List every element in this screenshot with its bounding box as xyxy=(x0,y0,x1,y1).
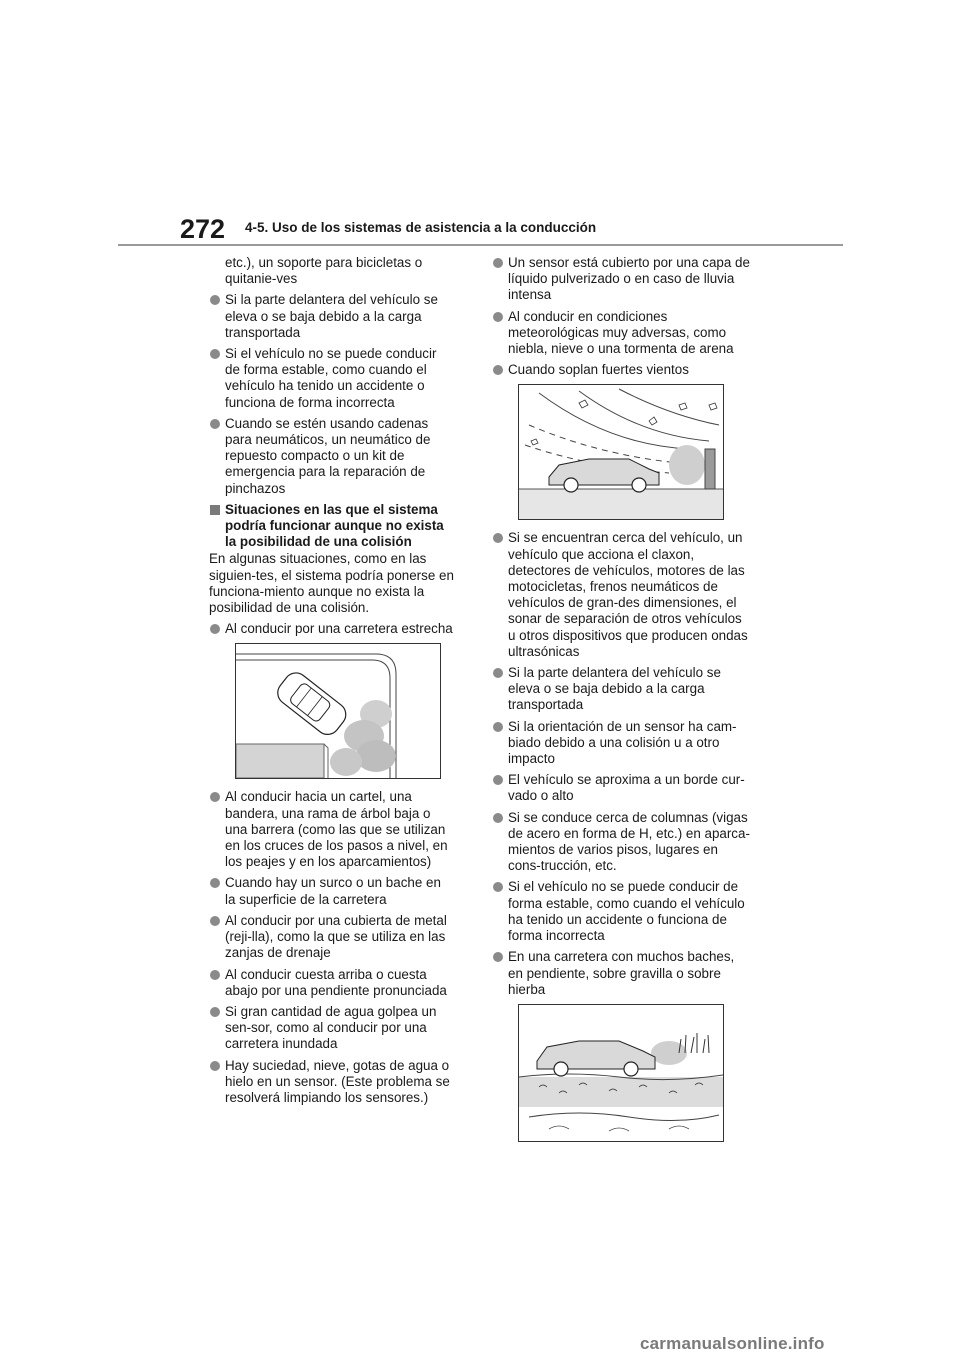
list-item-text: El vehículo se aproxima a un borde cur-vado o alto xyxy=(508,772,745,804)
bullet-icon xyxy=(210,1061,220,1071)
list-item xyxy=(492,309,752,358)
bullet-icon xyxy=(493,668,503,678)
page-number: 272 xyxy=(180,214,226,244)
list-item-text: Si el vehículo no se puede conducir de forma estable, como cuando el vehículo ha tenido un accidente o funciona de forma incorrecta xyxy=(225,346,437,410)
list-item xyxy=(209,346,454,411)
list-item-text: Cuando se estén usando cadenas para neumáticos, un neumático de repuesto compacto o un kit de emergencia para la reparación de pinchazos xyxy=(225,415,431,496)
list-item-text: Hay suciedad, nieve, gotas de agua o hielo en un sensor. (Este problema se resolverá limpiando los sensores.) xyxy=(225,1057,450,1105)
left-column xyxy=(209,255,454,1111)
rough-road-drawing xyxy=(519,1005,723,1141)
bullet-icon xyxy=(210,349,220,359)
list-item-continuation xyxy=(209,255,454,287)
narrow-road-drawing xyxy=(236,644,440,778)
list-item xyxy=(492,810,752,875)
square-bullet-icon xyxy=(210,505,220,515)
list-item-text: Un sensor está cubierto por una capa de líquido pulverizado o en caso de lluvia intensa xyxy=(508,255,750,303)
list-item-text: Si se encuentran cerca del vehículo, un vehículo que acciona el claxon, detectores de vehículos, motores de las motocicletas, frenos neumáticos de vehículos de gran-des dimensiones, el sonar de separación de otros vehículos u otros dispositivos que producen ondas ultrasónicas xyxy=(508,530,748,659)
list-item-text: Cuando hay un surco o un bache en la superficie de la carretera xyxy=(225,875,441,907)
list-item-text: Si el vehículo no se puede conducir de forma estable, como cuando el vehículo ha tenido un accidente o funciona de forma incorrecta xyxy=(508,879,745,944)
list-item-text: En una carretera con muchos baches, en pendiente, sobre gravilla o sobre hierba xyxy=(508,949,735,997)
list-item-text: Si la parte delantera del vehículo se eleva o se baja debido a la carga transportada xyxy=(225,292,438,340)
list-item-text: Al conducir por una cubierta de metal (reji-lla), como la que se utiliza en las zanjas de drenaje xyxy=(225,912,447,961)
bullet-icon xyxy=(210,878,220,888)
list-item-text: Si la parte delantera del vehículo se eleva o se baja debido a la carga transportada xyxy=(508,665,721,713)
list-item-text: Al conducir hacia un cartel, una bandera, una rama de árbol baja o una barrera (como las que se utilizan en los cruces de los pasos a nivel, en los peajes y en los aparcamientos) xyxy=(225,789,448,870)
section-title: 4-5. Uso de los sistemas de asistencia a la conducción xyxy=(245,220,597,235)
header-divider xyxy=(118,244,843,246)
bullet-icon xyxy=(210,624,220,634)
subsection-heading xyxy=(209,502,454,551)
bullet-icon xyxy=(210,792,220,802)
list-item xyxy=(209,789,454,870)
rough-road-illustration xyxy=(518,1004,724,1142)
bullet-icon xyxy=(210,1007,220,1017)
list-item-text: etc.), un soporte para bicicletas o quitanie-ves xyxy=(225,255,423,287)
page-header xyxy=(0,0,960,250)
strong-wind-illustration xyxy=(518,384,724,520)
bullet-icon xyxy=(493,258,503,268)
list-item-text: Cuando soplan fuertes vientos xyxy=(508,362,689,378)
bullet-icon xyxy=(210,970,220,980)
list-item-text: Si gran cantidad de agua golpea un sen-sor, como al conducir por una carretera inundada xyxy=(225,1003,437,1052)
bullet-icon xyxy=(210,916,220,926)
list-item xyxy=(492,530,752,660)
list-item xyxy=(209,913,454,962)
list-item xyxy=(492,772,752,804)
list-item-text: Al conducir cuesta arriba o cuesta abajo por una pendiente pronunciada xyxy=(225,966,447,998)
bullet-icon xyxy=(493,312,503,322)
bullet-icon xyxy=(210,419,220,429)
right-column xyxy=(492,255,752,1152)
list-item xyxy=(209,967,454,999)
list-item xyxy=(209,1004,454,1053)
narrow-road-illustration xyxy=(235,643,441,779)
strong-wind-drawing xyxy=(519,385,723,519)
bullet-icon xyxy=(493,722,503,732)
watermark: carmanualsonline.info xyxy=(640,1334,825,1353)
list-item xyxy=(209,621,454,637)
list-item xyxy=(492,255,752,304)
subsection-heading-text: Situaciones en las que el sistema podría funcionar aunque no exista la posibilidad de una colisión xyxy=(225,501,444,550)
list-item xyxy=(492,665,752,714)
list-item xyxy=(209,875,454,907)
list-item xyxy=(209,1058,454,1107)
bullet-icon xyxy=(493,533,503,543)
list-item-text: Al conducir por una carretera estrecha xyxy=(225,621,453,637)
bullet-icon xyxy=(493,952,503,962)
intro-paragraph: En algunas situaciones, como en las siguien-tes, el sistema podría ponerse en funciona-miento aunque no exista la posibilidad de una colisión. xyxy=(209,551,454,616)
list-item xyxy=(492,362,752,378)
list-item xyxy=(492,719,752,768)
list-item-text: Al conducir en condiciones meteorológicas muy adversas, como niebla, nieve o una tormenta de arena xyxy=(508,308,734,357)
list-item-text: Si la orientación de un sensor ha cam-biado debido a una colisión u a otro impacto xyxy=(508,718,737,767)
list-item xyxy=(492,949,752,998)
bullet-icon xyxy=(493,365,503,375)
list-item xyxy=(209,416,454,497)
bullet-icon xyxy=(493,775,503,785)
bullet-icon xyxy=(493,813,503,823)
list-item xyxy=(492,879,752,944)
list-item xyxy=(209,292,454,341)
bullet-icon xyxy=(493,882,503,892)
bullet-icon xyxy=(210,295,220,305)
list-item-text: Si se conduce cerca de columnas (vigas de acero en forma de H, etc.) en aparca-mientos de varios pisos, lugares en cons-trucción, etc. xyxy=(508,809,750,874)
